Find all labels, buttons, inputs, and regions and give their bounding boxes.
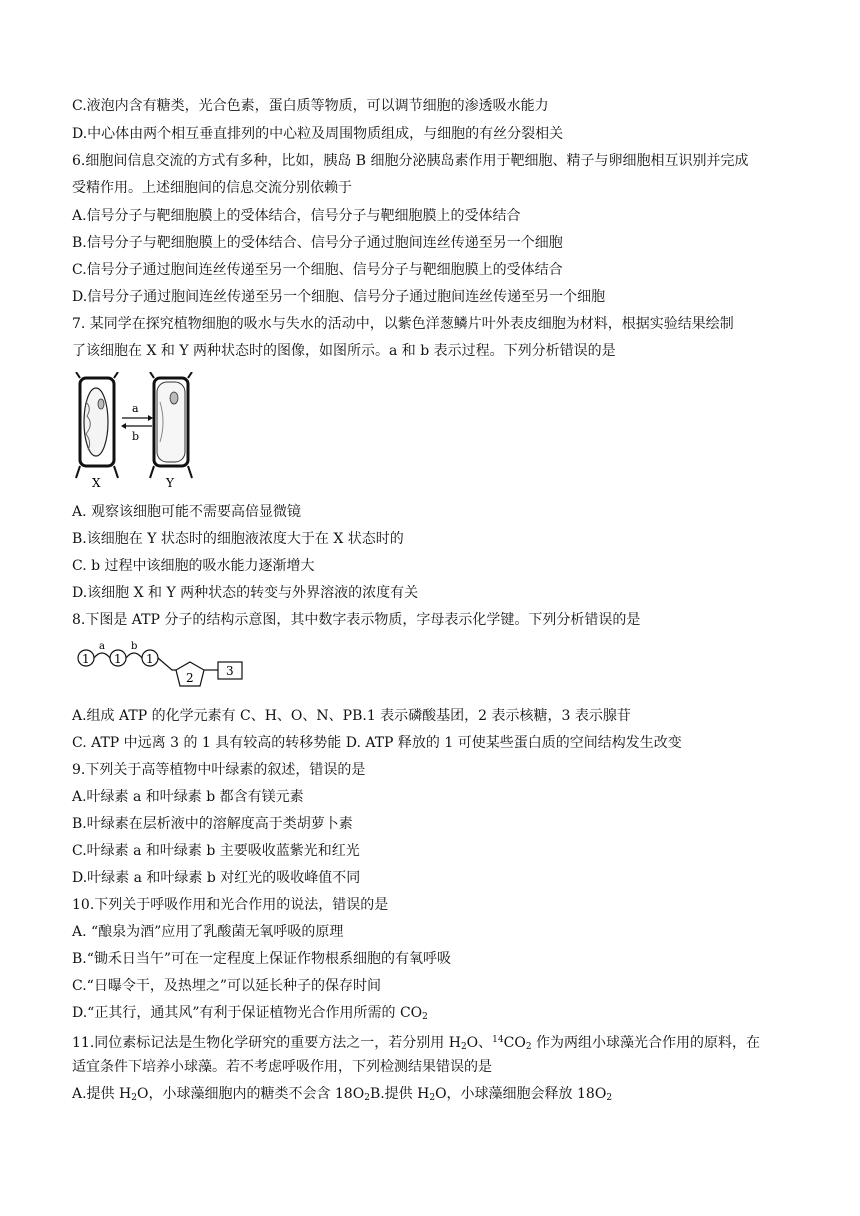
bond-a-label: a — [99, 641, 105, 652]
option-7b: B.该细胞在 Y 状态时的细胞液浓度大于在 X 状态时的 — [72, 531, 404, 547]
option-10d-text: D.“正其行，通其风”有利于保证植物光合作用所需的 CO — [72, 1005, 423, 1021]
option-10a: A. “酿泉为酒”应用了乳酸菌无氧呼吸的原理 — [72, 924, 344, 940]
question-11-line1 — [72, 1030, 760, 1057]
text-span: O、 — [466, 1035, 493, 1051]
option-6c: C.信号分子通过胞间连丝传递至另一个细胞、信号分子与靶细胞膜上的受体结合 — [72, 262, 563, 278]
arrow-b-label: b — [132, 430, 140, 443]
cell-x — [76, 372, 118, 478]
option-9c: C.叶绿素 a 和叶绿素 b 主要吸收蓝紫光和红光 — [72, 843, 360, 859]
text-line: D.中心体由两个相互垂直排列的中心粒及周围物质组成，与细胞的有丝分裂相关 — [72, 126, 564, 142]
phosphate-3-label: 1 — [146, 652, 154, 666]
subscript: 2 — [460, 1042, 467, 1052]
question-8: 8.下图是 ATP 分子的结构示意图，其中数字表示物质，字母表示化学键。下列分析错误的是 — [72, 612, 641, 628]
phosphate-1-label: 1 — [82, 652, 90, 666]
figure-7-cells — [74, 372, 194, 488]
adenine-label: 3 — [226, 664, 234, 678]
option-7d: D.该细胞 X 和 Y 两种状态的转变与外界溶液的浓度有关 — [72, 585, 419, 601]
bond-b-label: b — [131, 641, 138, 652]
subscript: 2 — [606, 1093, 613, 1103]
question-10: 10.下列关于呼吸作用和光合作用的说法，错误的是 — [72, 897, 389, 913]
text-span: CO — [503, 1035, 526, 1051]
option-10c: C.“日曝令干，及热埋之”可以延长种子的保存时间 — [72, 978, 381, 994]
text-span: B.提供 H — [369, 1086, 430, 1102]
option-9a: A.叶绿素 a 和叶绿素 b 都含有镁元素 — [72, 789, 304, 805]
subscript: 2 — [131, 1093, 137, 1103]
option-8cd: C. ATP 中远离 3 的 1 具有较高的转移势能 D. ATP 释放的 1 可使某些蛋白质的空间结构发生改变 — [72, 735, 682, 751]
option-7c: C. b 过程中该细胞的吸水能力逐渐增大 — [72, 558, 315, 574]
text-span: O，小球藻细胞会释放 18O — [435, 1086, 607, 1102]
cell-y — [150, 372, 192, 478]
question-7-line1: 7. 某同学在探究植物细胞的吸水与失水的活动中，以紫色洋葱鳞片叶外表皮细胞为材料，根据实验结果绘制 — [72, 316, 734, 332]
figure-8-atp — [72, 640, 262, 692]
subscript: 2 — [525, 1042, 532, 1052]
label-x: X — [92, 476, 101, 488]
text-span: A.提供 H — [72, 1086, 132, 1102]
phosphate-2-label: 1 — [114, 652, 122, 666]
subscript: 2 — [364, 1093, 370, 1103]
question-6-line1: 6.细胞间信息交流的方式有多种，比如，胰岛 B 细胞分泌胰岛素作用于靶细胞、精子与卵细胞相互识别并完成 — [72, 153, 749, 169]
text-span: 11.同位素标记法是生物化学研究的重要方法之一，若分别用 H — [72, 1035, 461, 1051]
text-span: 作为两组小球藻光合作用的原料，在 — [531, 1035, 760, 1051]
question-7-line2: 了该细胞在 X 和 Y 两种状态时的图像，如图所示。a 和 b 表示过程。下列分析错误的是 — [72, 343, 616, 359]
subscript: 2 — [429, 1093, 436, 1103]
question-6-line2: 受精作用。上述细胞间的信息交流分别依赖于 — [72, 180, 352, 196]
superscript: 14 — [492, 1035, 504, 1045]
text-line: C.液泡内含有糖类，光合色素，蛋白质等物质，可以调节细胞的渗透吸水能力 — [72, 98, 549, 114]
option-7a: A. 观察该细胞可能不需要高倍显微镜 — [72, 504, 302, 520]
option-10b: B.“锄禾日当午”可在一定程度上保证作物根系细胞的有氧呼吸 — [72, 951, 452, 967]
option-9b: B.叶绿素在层析液中的溶解度高于类胡萝卜素 — [72, 816, 353, 832]
subscript: 2 — [422, 1012, 428, 1022]
option-6d: D.信号分子通过胞间连丝传递至另一个细胞、信号分子通过胞间连丝传递至另一个细胞 — [72, 289, 606, 305]
option-9d: D.叶绿素 a 和叶绿素 b 对红光的吸收峰值不同 — [72, 870, 361, 886]
question-9: 9.下列关于高等植物中叶绿素的叙述，错误的是 — [72, 762, 366, 778]
label-y: Y — [166, 476, 174, 488]
option-6a: A.信号分子与靶细胞膜上的受体结合，信号分子与靶细胞膜上的受体结合 — [72, 208, 521, 224]
option-10d — [72, 1003, 428, 1027]
option-11ab — [72, 1084, 612, 1108]
question-11-line2: 适宜条件下培养小球藻。若不考虑呼吸作用，下列检测结果错误的是 — [72, 1059, 492, 1075]
option-6b: B.信号分子与靶细胞膜上的受体结合、信号分子通过胞间连丝传递至另一个细胞 — [72, 235, 563, 251]
ribose-label: 2 — [186, 671, 194, 685]
text-span: O，小球藻细胞内的糖类不会含 18O — [136, 1086, 365, 1102]
option-8ab: A.组成 ATP 的化学元素有 C、H、O、N、PB.1 表示磷酸基团，2 表示核糖，3 表示腺苷 — [72, 708, 631, 724]
arrow-a-label: a — [132, 402, 139, 415]
